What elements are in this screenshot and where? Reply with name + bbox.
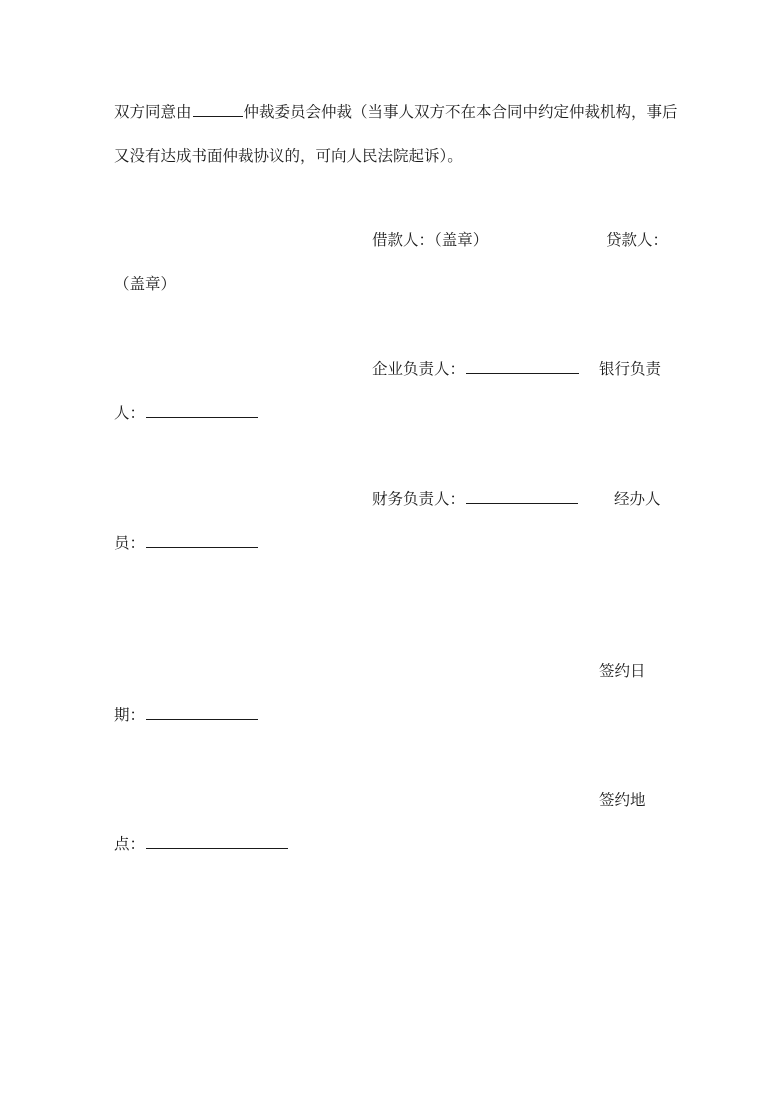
finance-head-label: 财务负责人：	[372, 490, 466, 508]
lender-label: 贷款人：	[606, 231, 669, 249]
arbitration-clause-line-1	[114, 102, 678, 122]
lender-seal-label: （盖章）	[114, 275, 177, 293]
bank-head-field	[114, 403, 259, 423]
clause-text-before-blank: 双方同意由	[114, 103, 192, 121]
signing-place-label-part2: 点：	[114, 835, 146, 853]
enterprise-head-blank	[466, 359, 579, 374]
handler-blank	[146, 533, 258, 548]
finance-head-blank	[466, 489, 578, 504]
borrower-seal-label: 借款人：（盖章）	[372, 231, 489, 249]
arbitration-clause-line-2: 又没有达成书面仲裁协议的，可向人民法院起诉）。	[114, 147, 463, 165]
bank-head-label-part1: 银行负责	[599, 360, 662, 378]
enterprise-head-field	[372, 359, 580, 379]
handler-label-part1: 经办人	[614, 490, 661, 508]
bank-head-blank	[146, 403, 258, 418]
clause-text-after-blank: 仲裁委员会仲裁（当事人双方不在本合同中约定仲裁机构，事后	[243, 103, 678, 121]
signing-place-blank	[146, 834, 288, 849]
handler-field	[114, 533, 259, 553]
signing-place-field	[114, 834, 289, 854]
signing-date-blank	[146, 705, 258, 720]
signing-place-label-part1: 签约地	[599, 791, 646, 809]
signing-date-label-part2: 期：	[114, 706, 146, 724]
handler-label-part2: 员：	[114, 534, 146, 552]
signing-date-label-part1: 签约日	[599, 662, 646, 680]
arbitration-commission-blank	[193, 102, 243, 117]
finance-head-field	[372, 489, 579, 509]
signing-date-field	[114, 705, 259, 725]
bank-head-label-part2: 人：	[114, 404, 146, 422]
enterprise-head-label: 企业负责人：	[372, 360, 466, 378]
